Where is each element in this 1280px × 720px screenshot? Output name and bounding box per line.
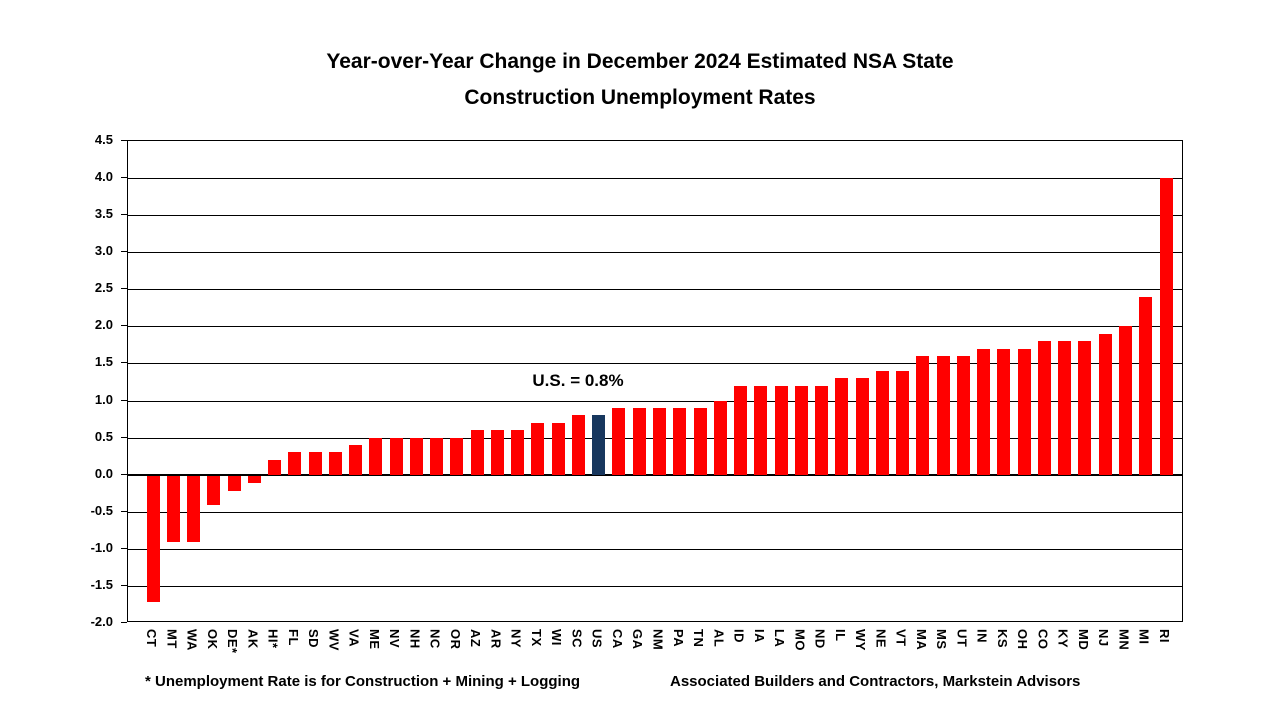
x-tick-label: MT: [164, 629, 180, 649]
y-tick-label: 4.5: [94, 132, 113, 147]
gridline: [128, 252, 1182, 253]
bar-TN: [694, 408, 707, 475]
gridline: [128, 289, 1182, 290]
x-tick-label: MA: [913, 629, 929, 651]
bar-NH: [410, 438, 423, 475]
y-tick-label: -0.5: [90, 502, 113, 518]
x-tick-label: KS: [994, 629, 1010, 649]
bar-MS: [937, 356, 950, 475]
chart-title-line1: Year-over-Year Change in December 2024 Estimated NSA State: [326, 50, 954, 73]
y-axis-tick: [121, 622, 127, 623]
y-axis-tick: [121, 214, 127, 215]
y-tick-label: 0.0: [94, 465, 113, 481]
x-tick-label: AR: [488, 629, 504, 649]
y-tick-label: 2.0: [94, 317, 113, 333]
x-tick-label: US: [589, 629, 605, 649]
bar-GA: [633, 408, 646, 475]
y-axis-tick: [121, 474, 127, 475]
bar-HI: [268, 460, 281, 475]
x-tick-label: WY: [853, 629, 869, 651]
y-axis-tick: [121, 140, 127, 141]
us-annotation: U.S. = 0.8%: [532, 371, 624, 390]
bar-IA: [754, 386, 767, 475]
bar-NE: [876, 371, 889, 475]
x-tick-label: FL: [285, 629, 301, 646]
bar-WI: [552, 423, 565, 475]
x-tick-label: OR: [447, 629, 463, 650]
x-tick-label: MS: [934, 629, 950, 650]
y-tick-label: 1.5: [94, 354, 113, 370]
x-tick-label: RI: [1157, 629, 1172, 643]
y-axis-tick: [121, 251, 127, 252]
x-tick-label: OK: [204, 629, 220, 650]
y-tick-label: 4.0: [94, 169, 113, 185]
x-tick-label: VT: [893, 629, 909, 647]
x-tick-label: WV: [326, 629, 342, 651]
x-tick-label: SD: [306, 629, 322, 649]
y-tick-label: -2.0: [90, 614, 113, 629]
bar-NV: [390, 438, 403, 475]
gridline: [128, 586, 1182, 587]
bar-NJ: [1099, 334, 1112, 475]
x-tick-label: AK: [245, 629, 261, 649]
x-tick-label: MD: [1075, 629, 1091, 651]
x-tick-label: NC: [427, 629, 443, 649]
x-tick-label: AZ: [468, 629, 484, 648]
bar-WA: [187, 476, 200, 543]
x-tick-label: MN: [1116, 629, 1132, 651]
x-tick-label: SC: [569, 629, 585, 649]
x-tick-label: TX: [528, 629, 544, 647]
x-tick-label: WA: [184, 629, 200, 651]
x-tick-label: IA: [751, 629, 767, 643]
y-tick-label: 3.5: [94, 206, 113, 222]
x-tick-label: GA: [630, 629, 646, 650]
x-tick-label: MI: [1136, 629, 1152, 645]
y-axis-tick: [121, 400, 127, 401]
x-tick-label: NM: [650, 629, 666, 651]
x-tick-label: MO: [792, 629, 808, 651]
bar-AR: [491, 430, 504, 474]
x-tick-label: IL: [832, 629, 848, 642]
y-tick-label: -1.5: [90, 576, 113, 592]
bar-KS: [997, 349, 1010, 475]
x-tick-label: LA: [772, 629, 788, 648]
x-tick-label: NY: [508, 629, 524, 649]
x-tick-label: ME: [366, 629, 382, 650]
gridline: [128, 326, 1182, 327]
y-axis-tick: [121, 585, 127, 586]
bar-CO: [1038, 341, 1051, 474]
bar-NC: [430, 438, 443, 475]
y-axis-tick: [121, 325, 127, 326]
x-tick-label: CA: [609, 629, 625, 649]
bar-SC: [572, 415, 585, 474]
bar-VT: [896, 371, 909, 475]
bar-NM: [653, 408, 666, 475]
footnote-asterisk: * Unemployment Rate is for Construction + Mining + Logging: [145, 673, 581, 690]
bar-MT: [167, 476, 180, 543]
x-tick-label: CT: [144, 629, 159, 648]
bar-OH: [1018, 349, 1031, 475]
x-tick-label: ID: [731, 629, 747, 643]
bar-TX: [531, 423, 544, 475]
chart-title-line2: Construction Unemployment Rates: [464, 86, 816, 109]
bar-DE: [228, 476, 241, 491]
y-axis-tick: [121, 177, 127, 178]
y-axis-tick: [121, 511, 127, 512]
bar-AZ: [471, 430, 484, 474]
bar-US: [592, 415, 605, 474]
bar-UT: [957, 356, 970, 475]
footnote-source: Associated Builders and Contractors, Markstein Advisors: [670, 673, 1081, 690]
bar-LA: [775, 386, 788, 475]
x-tick-label: AL: [711, 629, 727, 648]
bar-MO: [795, 386, 808, 475]
bar-KY: [1058, 341, 1071, 474]
bar-AL: [714, 401, 727, 475]
x-tick-label: KY: [1055, 629, 1071, 649]
bar-FL: [288, 452, 301, 474]
gridline: [128, 512, 1182, 513]
gridline: [128, 215, 1182, 216]
x-tick-label: WI: [549, 629, 565, 646]
gridline: [128, 549, 1182, 550]
y-axis-tick: [121, 288, 127, 289]
y-tick-label: 1.0: [94, 391, 113, 407]
x-tick-label: NJ: [1096, 629, 1112, 647]
x-tick-label: ND: [812, 629, 828, 649]
bar-AK: [248, 476, 261, 483]
bar-OR: [450, 438, 463, 475]
y-tick-label: 3.0: [94, 243, 113, 259]
y-tick-label: 2.5: [94, 280, 113, 296]
chart-title: [0, 44, 1280, 116]
bar-MD: [1078, 341, 1091, 474]
x-tick-label: DE*: [225, 629, 241, 654]
x-tick-label: OH: [1015, 629, 1031, 650]
x-tick-label: UT: [954, 629, 970, 648]
bar-VA: [349, 445, 362, 475]
y-axis-tick: [121, 548, 127, 549]
gridline: [128, 178, 1182, 179]
bar-SD: [309, 452, 322, 474]
x-tick-label: CO: [1035, 629, 1051, 650]
bar-OK: [207, 476, 220, 506]
x-tick-label: VA: [346, 629, 362, 648]
x-tick-label: IN: [974, 629, 990, 643]
bar-MA: [916, 356, 929, 475]
bar-WV: [329, 452, 342, 474]
y-axis-tick: [121, 362, 127, 363]
bar-MN: [1119, 326, 1132, 474]
bar-CT: [147, 476, 160, 602]
x-tick-label: PA: [670, 629, 686, 648]
x-tick-label: NH: [407, 629, 423, 649]
bar-RI: [1160, 178, 1173, 475]
bar-MI: [1139, 297, 1152, 475]
bar-NY: [511, 430, 524, 474]
bar-PA: [673, 408, 686, 475]
bar-ID: [734, 386, 747, 475]
bar-ND: [815, 386, 828, 475]
y-tick-label: -1.0: [90, 539, 113, 555]
bar-IL: [835, 378, 848, 474]
bar-CA: [612, 408, 625, 475]
y-tick-label: 0.5: [94, 428, 113, 444]
bar-ME: [369, 438, 382, 475]
x-tick-label: HI*: [265, 629, 281, 649]
x-tick-label: NV: [387, 629, 403, 649]
x-tick-label: NE: [873, 629, 889, 649]
x-tick-label: TN: [691, 629, 707, 648]
bar-IN: [977, 349, 990, 475]
y-axis-tick: [121, 437, 127, 438]
bar-WY: [856, 378, 869, 474]
